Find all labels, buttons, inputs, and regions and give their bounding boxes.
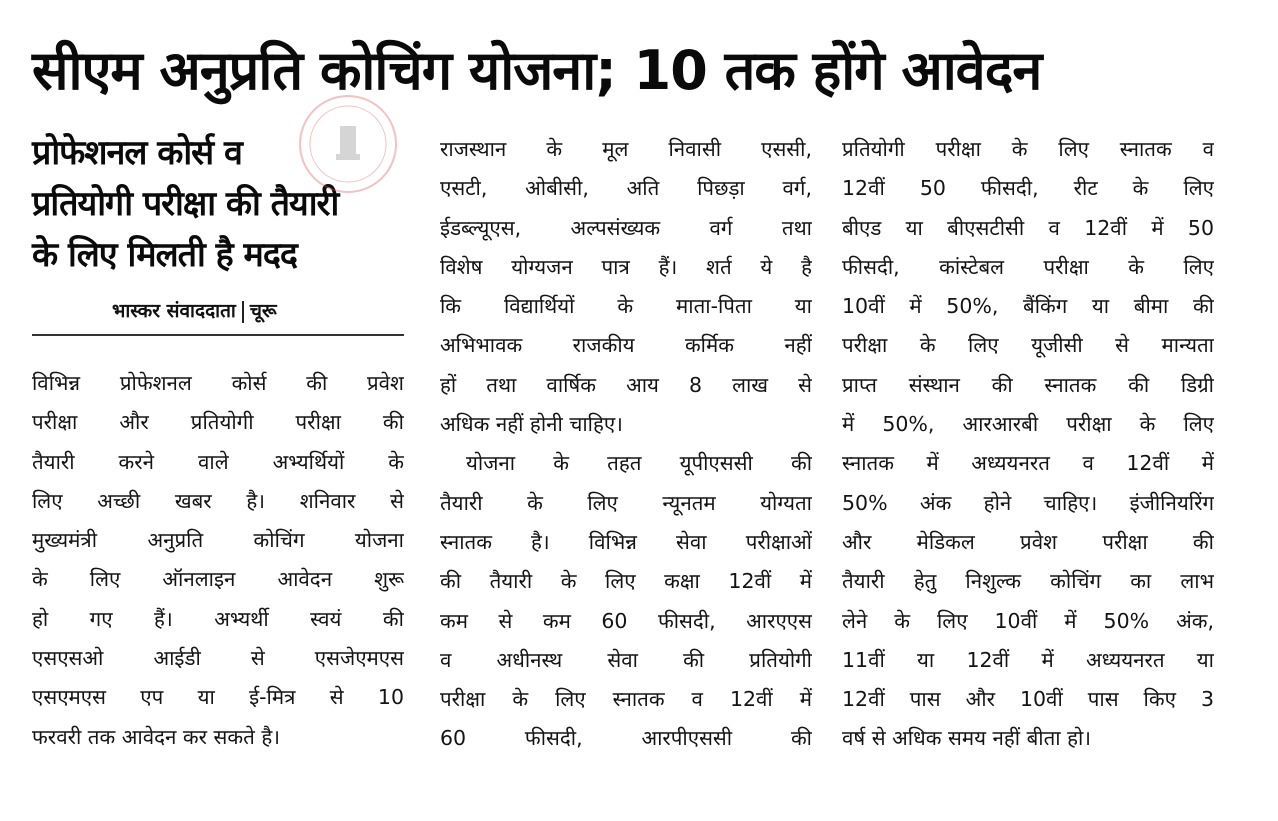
text-line: प्रतियोगी परीक्षा के लिए स्नातक व <box>842 137 1214 161</box>
text-line: फीसदी, कांस्टेबल परीक्षा के लिए <box>842 254 1214 279</box>
text-line: बीएड या बीएसटीसी व 12वीं में 50 <box>842 215 1214 240</box>
text-line: परीक्षा के लिए यूजीसी से मान्यता <box>842 333 1214 358</box>
text-line: के लिए ऑनलाइन आवेदन शुरू <box>32 567 404 592</box>
byline-divider <box>32 334 404 336</box>
text-line: स्नातक में अध्ययनरत व 12वीं में <box>842 451 1214 476</box>
text-line: में 50%, आरआरबी परीक्षा के लिए <box>842 412 1214 437</box>
text-line: मुख्यमंत्री अनुप्रति कोचिंग योजना <box>32 528 404 553</box>
text-line: ईडब्ल्यूएस, अल्पसंख्यक वर्ग तथा <box>440 215 812 240</box>
text-line: एसटी, ओबीसी, अति पिछड़ा वर्ग, <box>440 176 812 201</box>
text-line: एसएमएस एप या ई-मित्र से 10 <box>32 685 404 710</box>
text-line: परीक्षा के लिए स्नातक व 12वीं में <box>440 687 812 712</box>
text-line: लिए अच्छी खबर है। शनिवार से <box>32 488 404 513</box>
text-line: प्राप्त संस्थान की स्नातक की डिग्री <box>842 372 1214 397</box>
text-line: फरवरी तक आवेदन कर सकते है। <box>32 724 280 749</box>
watermark-emblem-icon <box>296 92 400 196</box>
subheadline-line: प्रोफेशनल कोर्स व <box>32 133 242 173</box>
byline-author: भास्कर संवाददाता <box>112 300 236 322</box>
text-line: कि विद्यार्थियों के माता-पिता या <box>440 294 812 319</box>
byline <box>112 296 402 328</box>
text-line: और मेडिकल प्रवेश परीक्षा की <box>842 529 1214 554</box>
text-line: अभिभावक राजकीय कर्मिक नहीं <box>440 333 812 358</box>
text-line: हो गए हैं। अभ्यर्थी स्वयं की <box>32 606 404 631</box>
text-line: 11वीं या 12वीं में अध्ययनरत या <box>842 647 1214 672</box>
subheadline-line: के लिए मिलती है मदद <box>32 235 297 275</box>
text-line: व अधीनस्थ सेवा की प्रतियोगी <box>440 647 812 672</box>
byline-location: चूरू <box>249 300 277 322</box>
article-column-2 <box>440 130 812 759</box>
text-line: 12वीं 50 फीसदी, रीट के लिए <box>842 176 1214 201</box>
article-column-1 <box>32 364 404 757</box>
text-line: तैयारी के लिए न्यूनतम योग्यता <box>440 490 812 515</box>
subheadline-line: प्रतियोगी परीक्षा की तैयारी <box>32 184 339 224</box>
byline-separator <box>242 301 244 323</box>
text-line: परीक्षा और प्रतियोगी परीक्षा की <box>32 410 404 435</box>
text-line: स्नातक है। विभिन्न सेवा परीक्षाओं <box>440 529 812 554</box>
text-line: विशेष योग्यजन पात्र हैं। शर्त ये है <box>440 254 812 279</box>
text-line: योजना के तहत यूपीएससी की <box>466 451 812 476</box>
text-line: 10वीं में 50%, बैंकिंग या बीमा की <box>842 294 1214 319</box>
headline: सीएम अनुप्रति कोचिंग योजना; 10 तक होंगे आवेदन <box>32 39 1042 102</box>
text-line: तैयारी करने वाले अभ्यर्थियों के <box>32 449 404 474</box>
text-line: एसएसओ आईडी से एसजेएमएस <box>32 646 404 671</box>
text-line: कम से कम 60 फीसदी, आरएएस <box>440 608 812 633</box>
text-line: 12वीं पास और 10वीं पास किए 3 <box>842 687 1214 712</box>
text-line: अधिक नहीं होनी चाहिए। <box>440 412 623 437</box>
text-line: की तैयारी के लिए कक्षा 12वीं में <box>440 569 812 594</box>
text-line: 60 फीसदी, आरपीएससी की <box>440 726 812 751</box>
text-line: 50% अंक होने चाहिए। इंजीनियरिंग <box>842 490 1214 515</box>
text-line: लेने के लिए 10वीं में 50% अंक, <box>842 608 1214 633</box>
text-line: वर्ष से अधिक समय नहीं बीता हो। <box>842 726 1092 751</box>
article-column-3 <box>842 130 1214 759</box>
text-line: राजस्थान के मूल निवासी एससी, <box>440 137 812 161</box>
text-line: तैयारी हेतु निशुल्क कोचिंग का लाभ <box>842 569 1214 594</box>
text-line: विभिन्न प्रोफेशनल कोर्स की प्रवेश <box>32 371 404 395</box>
text-line: हों तथा वार्षिक आय 8 लाख से <box>440 372 812 397</box>
